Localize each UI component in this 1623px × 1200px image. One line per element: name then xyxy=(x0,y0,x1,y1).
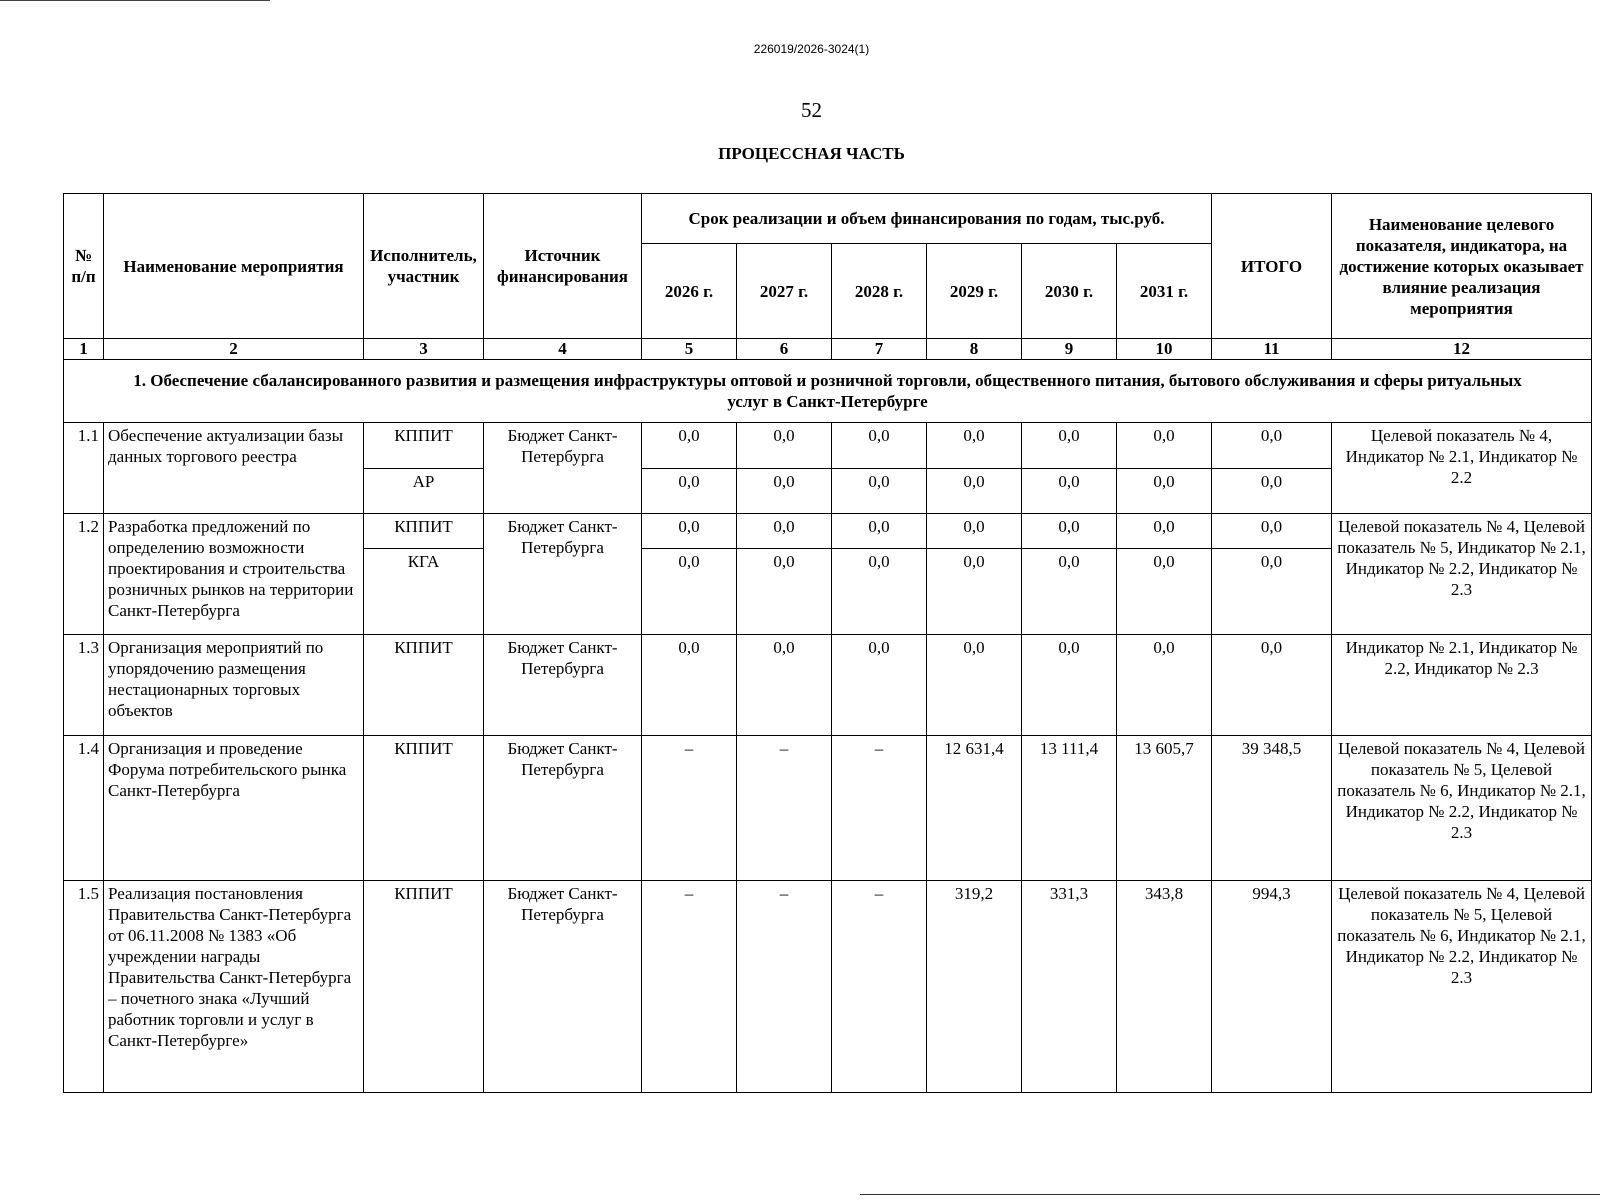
year-value: 0,0 xyxy=(832,514,927,549)
col-header-total: ИТОГО xyxy=(1212,194,1332,339)
year-value: 13 111,4 xyxy=(1022,736,1117,881)
year-value: 0,0 xyxy=(1117,423,1212,469)
year-value: – xyxy=(642,881,737,1093)
executor: АР xyxy=(364,469,484,514)
column-number: 11 xyxy=(1212,339,1332,360)
year-value: 0,0 xyxy=(737,549,832,635)
column-number: 9 xyxy=(1022,339,1117,360)
column-number: 6 xyxy=(737,339,832,360)
year-value: – xyxy=(832,881,927,1093)
activity-name: Организация мероприятий по упорядочению размещения нестационарных торговых объектов xyxy=(104,635,364,736)
year-value: 0,0 xyxy=(737,423,832,469)
year-value: 13 605,7 xyxy=(1117,736,1212,881)
funding-source: Бюджет Санкт-Петербурга xyxy=(484,423,642,514)
year-value: 12 631,4 xyxy=(927,736,1022,881)
total-value: 0,0 xyxy=(1212,549,1332,635)
year-value: – xyxy=(737,881,832,1093)
table-row xyxy=(64,514,1592,549)
table-row xyxy=(64,881,1592,1093)
year-value: 0,0 xyxy=(927,635,1022,736)
page-number: 52 xyxy=(801,98,822,122)
activity-name: Разработка предложений по определению возможности проектирования и строительства розничных рынков на территории Санкт-Петербурга xyxy=(104,514,364,635)
year-value: 0,0 xyxy=(927,549,1022,635)
executor: КППИТ xyxy=(364,514,484,549)
year-value: 343,8 xyxy=(1117,881,1212,1093)
executor: КППИТ xyxy=(364,635,484,736)
year-value: 0,0 xyxy=(1117,514,1212,549)
column-number: 8 xyxy=(927,339,1022,360)
year-value: 319,2 xyxy=(927,881,1022,1093)
column-number: 4 xyxy=(484,339,642,360)
col-header-year: 2031 г. xyxy=(1117,244,1212,339)
year-value: 0,0 xyxy=(1117,549,1212,635)
year-value: 0,0 xyxy=(642,469,737,514)
year-value: – xyxy=(737,736,832,881)
target-indicators: Целевой показатель № 4, Индикатор № 2.1, Индикатор № 2.2 xyxy=(1332,423,1592,514)
col-header-year: 2029 г. xyxy=(927,244,1022,339)
column-number: 3 xyxy=(364,339,484,360)
section-title: 1. Обеспечение сбалансированного развития и размещения инфраструктуры оптовой и розничной торговли, общественного питания, бытового обслуживания и сферы ритуальных услуг в Санкт-Петербурге xyxy=(64,360,1592,423)
year-value: – xyxy=(642,736,737,881)
page-title: ПРОЦЕССНАЯ ЧАСТЬ xyxy=(718,144,905,163)
activity-name: Организация и проведение Форума потребительского рынка Санкт-Петербурга xyxy=(104,736,364,881)
col-header-executor: Исполнитель, участник xyxy=(364,194,484,339)
row-number: 1.2 xyxy=(64,514,104,635)
year-value: 0,0 xyxy=(1022,635,1117,736)
col-header-year: 2030 г. xyxy=(1022,244,1117,339)
process-table xyxy=(63,193,1592,1093)
year-value: – xyxy=(832,736,927,881)
year-value: 0,0 xyxy=(642,635,737,736)
total-value: 0,0 xyxy=(1212,635,1332,736)
year-value: 0,0 xyxy=(832,469,927,514)
year-value: 0,0 xyxy=(1022,423,1117,469)
target-indicators: Целевой показатель № 4, Целевой показатель № 5, Индикатор № 2.1, Индикатор № 2.2, Индикатор № 2.3 xyxy=(1332,514,1592,635)
column-number: 5 xyxy=(642,339,737,360)
executor: КГА xyxy=(364,549,484,635)
activity-name: Обеспечение актуализации базы данных торгового реестра xyxy=(104,423,364,514)
column-number: 10 xyxy=(1117,339,1212,360)
row-number: 1.4 xyxy=(64,736,104,881)
year-value: 0,0 xyxy=(832,635,927,736)
total-value: 0,0 xyxy=(1212,423,1332,469)
col-header-period: Срок реализации и объем финансирования по годам, тыс.руб. xyxy=(642,194,1212,244)
year-value: 0,0 xyxy=(927,423,1022,469)
executor: КППИТ xyxy=(364,881,484,1093)
funding-source: Бюджет Санкт-Петербурга xyxy=(484,881,642,1093)
total-value: 39 348,5 xyxy=(1212,736,1332,881)
target-indicators: Целевой показатель № 4, Целевой показатель № 5, Целевой показатель № 6, Индикатор № 2.1, Индикатор № 2.2, Индикатор № 2.3 xyxy=(1332,881,1592,1093)
table-row xyxy=(64,635,1592,736)
column-number-row xyxy=(64,339,1592,360)
year-value: 0,0 xyxy=(832,549,927,635)
year-value: 0,0 xyxy=(737,514,832,549)
year-value: 0,0 xyxy=(737,635,832,736)
column-number: 1 xyxy=(64,339,104,360)
top-rule xyxy=(0,0,270,1)
year-value: 0,0 xyxy=(1022,469,1117,514)
row-number: 1.3 xyxy=(64,635,104,736)
target-indicators: Целевой показатель № 4, Целевой показатель № 5, Целевой показатель № 6, Индикатор № 2.1, Индикатор № 2.2, Индикатор № 2.3 xyxy=(1332,736,1592,881)
bottom-rule xyxy=(860,1194,1600,1195)
year-value: 0,0 xyxy=(1117,469,1212,514)
row-number: 1.5 xyxy=(64,881,104,1093)
year-value: 0,0 xyxy=(737,469,832,514)
target-indicators: Индикатор № 2.1, Индикатор № 2.2, Индикатор № 2.3 xyxy=(1332,635,1592,736)
column-number: 2 xyxy=(104,339,364,360)
table-row xyxy=(64,423,1592,469)
year-value: 0,0 xyxy=(832,423,927,469)
year-value: 0,0 xyxy=(927,514,1022,549)
executor: КППИТ xyxy=(364,423,484,469)
year-value: 0,0 xyxy=(1022,549,1117,635)
total-value: 994,3 xyxy=(1212,881,1332,1093)
col-header-year: 2027 г. xyxy=(737,244,832,339)
total-value: 0,0 xyxy=(1212,469,1332,514)
col-header-name: Наименование мероприятия xyxy=(104,194,364,339)
activity-name: Реализация постановления Правительства Санкт-Петербурга от 06.11.2008 № 1383 «Об учреждении награды Правительства Санкт-Петербурга – почетного знака «Лучший работник торговли и услуг в Санкт-Петербурге» xyxy=(104,881,364,1093)
year-value: 0,0 xyxy=(642,423,737,469)
year-value: 0,0 xyxy=(1022,514,1117,549)
column-number: 7 xyxy=(832,339,927,360)
executor: КППИТ xyxy=(364,736,484,881)
section-row xyxy=(64,360,1592,423)
table-row xyxy=(64,736,1592,881)
year-value: 0,0 xyxy=(642,514,737,549)
col-header-target: Наименование целевого показателя, индикатора, на достижение которых оказывает влияние реализация мероприятия xyxy=(1332,194,1592,339)
column-number: 12 xyxy=(1332,339,1592,360)
year-value: 0,0 xyxy=(1117,635,1212,736)
year-value: 331,3 xyxy=(1022,881,1117,1093)
col-header-num: № п/п xyxy=(64,194,104,339)
funding-source: Бюджет Санкт-Петербурга xyxy=(484,736,642,881)
col-header-year: 2028 г. xyxy=(832,244,927,339)
document-id: 226019/2026-3024(1) xyxy=(753,42,870,56)
year-value: 0,0 xyxy=(927,469,1022,514)
col-header-year: 2026 г. xyxy=(642,244,737,339)
row-number: 1.1 xyxy=(64,423,104,514)
year-value: 0,0 xyxy=(642,549,737,635)
funding-source: Бюджет Санкт-Петербурга xyxy=(484,635,642,736)
total-value: 0,0 xyxy=(1212,514,1332,549)
funding-source: Бюджет Санкт-Петербурга xyxy=(484,514,642,635)
col-header-source: Источник финансирования xyxy=(484,194,642,339)
